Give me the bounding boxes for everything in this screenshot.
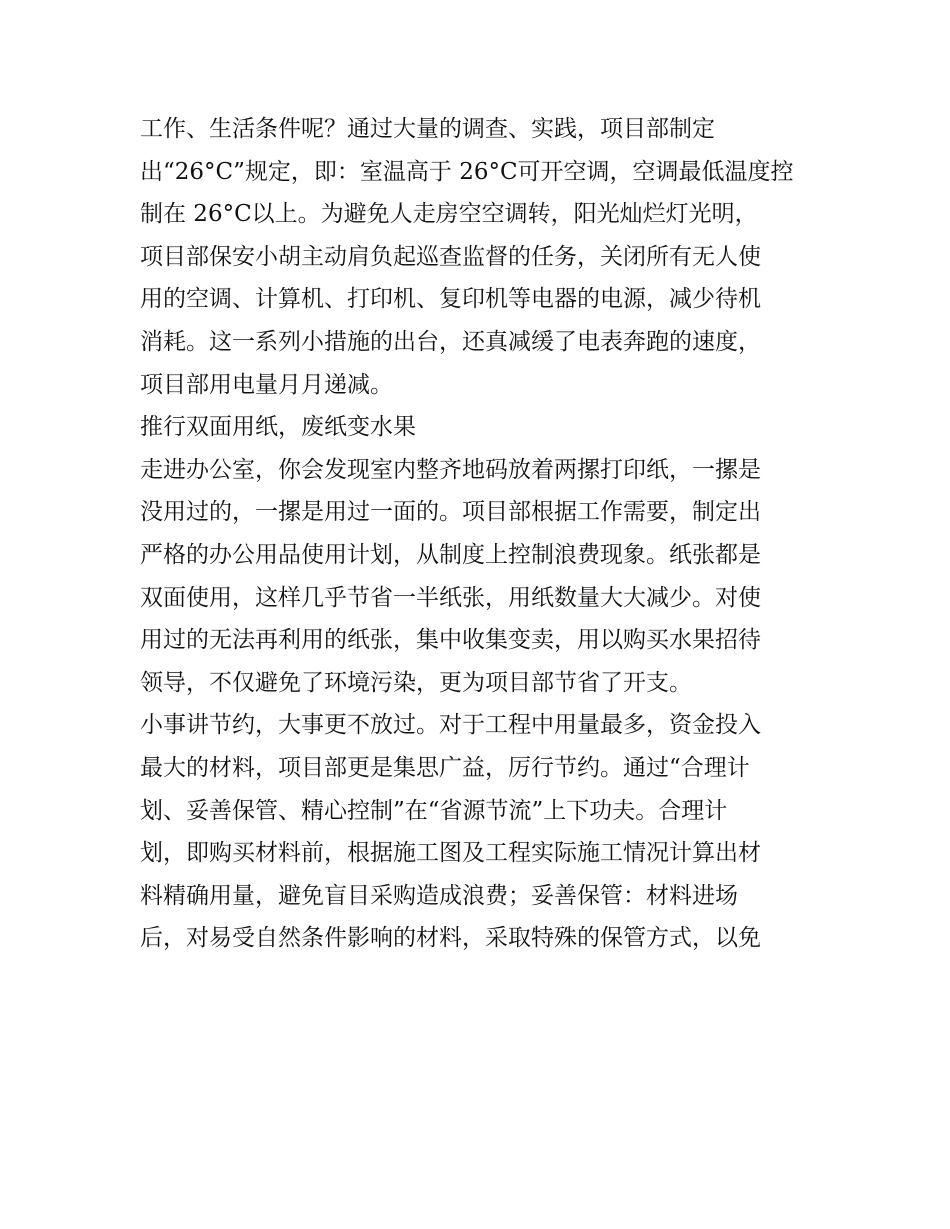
text-line: 制在 26°C以上。为避免人走房空空调转，阳光灿烂灯光明， [140, 201, 758, 228]
text-line: 用过的无法再利用的纸张，集中收集变卖，用以购买水果招待 [140, 627, 761, 654]
text-line: 走进办公室，你会发现室内整齐地码放着两摞打印纸，一摞是 [140, 456, 761, 483]
section-heading: 推行双面用纸，废纸变水果 [140, 414, 416, 441]
text-line: 消耗。这一系列小措施的出台，还真减缓了电表奔跑的速度， [140, 328, 761, 355]
text-line: 领导，不仅避免了环境污染，更为项目部节省了开支。 [140, 669, 692, 696]
text-line: 后，对易受自然条件影响的材料，采取特殊的保管方式，以免 [140, 925, 761, 952]
text-line: 最大的材料，项目部更是集思广益，厉行节约。通过“合理计 [140, 754, 750, 781]
text-line: 小事讲节约，大事更不放过。对于工程中用量最多，资金投入 [140, 712, 761, 739]
text-line: 用的空调、计算机、打印机、复印机等电器的电源，减少待机 [140, 286, 761, 313]
text-line: 没用过的，一摞是用过一面的。项目部根据工作需要，制定出 [140, 499, 761, 526]
text-line: 工作、生活条件呢？通过大量的调查、实践，项目部制定 [140, 116, 715, 142]
text-line: 划，即购买材料前，根据施工图及工程实际施工情况计算出材 [140, 840, 761, 867]
text-line: 出“26°C”规定，即：室温高于 26°C可开空调，空调最低温度控 [140, 158, 794, 185]
text-line: 划、妥善保管、精心控制”在“省源节流”上下功夫。合理计 [140, 797, 728, 824]
text-line: 严格的办公用品使用计划，从制度上控制浪费现象。纸张都是 [140, 541, 761, 568]
text-line: 料精确用量，避免盲目采购造成浪费；妥善保管：材料进场 [140, 882, 738, 909]
body-text [140, 108, 820, 960]
text-line: 双面使用，这样几乎节省一半纸张，用纸数量大大减少。对使 [140, 584, 761, 611]
text-line: 项目部保安小胡主动肩负起巡查监督的任务，关闭所有无人使 [140, 243, 761, 270]
text-line: 项目部用电量月月递减。 [140, 371, 393, 398]
